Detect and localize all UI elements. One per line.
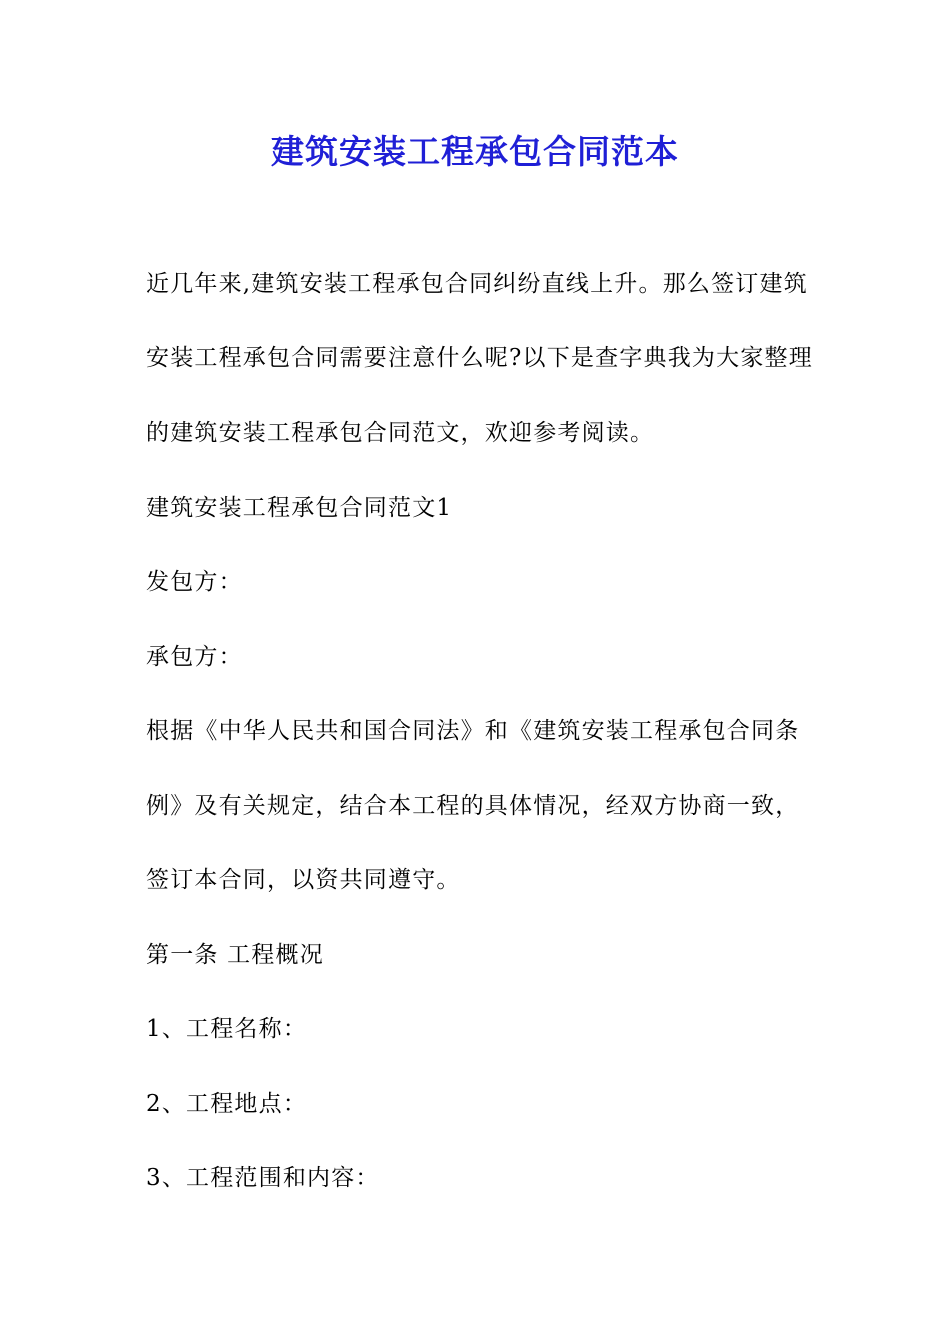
basis-line-2: 例》及有关规定，结合本工程的具体情况，经双方协商一致，: [146, 793, 800, 819]
list-item: 1、工程名称：: [146, 1016, 308, 1042]
party-a-label: 发包方：: [146, 569, 243, 595]
list-item: 2、工程地点：: [146, 1091, 308, 1117]
intro-line-2: 安装工程承包合同需要注意什么呢?以下是查字典我为大家整理: [146, 345, 813, 371]
basis-line-3: 签订本合同，以资共同遵守。: [146, 867, 461, 893]
party-b-label: 承包方：: [146, 644, 243, 670]
section-subtitle: 建筑安装工程承包合同范文1: [146, 495, 453, 521]
basis-line-1: 根据《中华人民共和国合同法》和《建筑安装工程承包合同条: [146, 718, 800, 744]
intro-line-1: 近几年来,建筑安装工程承包合同纠纷直线上升。那么签订建筑: [146, 271, 808, 297]
article-heading: 第一条 工程概况: [146, 942, 324, 968]
intro-line-3: 的建筑安装工程承包合同范文，欢迎参考阅读。: [146, 420, 655, 446]
document-title: 建筑安装工程承包合同范本: [271, 132, 679, 171]
list-item: 3、工程范围和内容：: [146, 1165, 380, 1191]
